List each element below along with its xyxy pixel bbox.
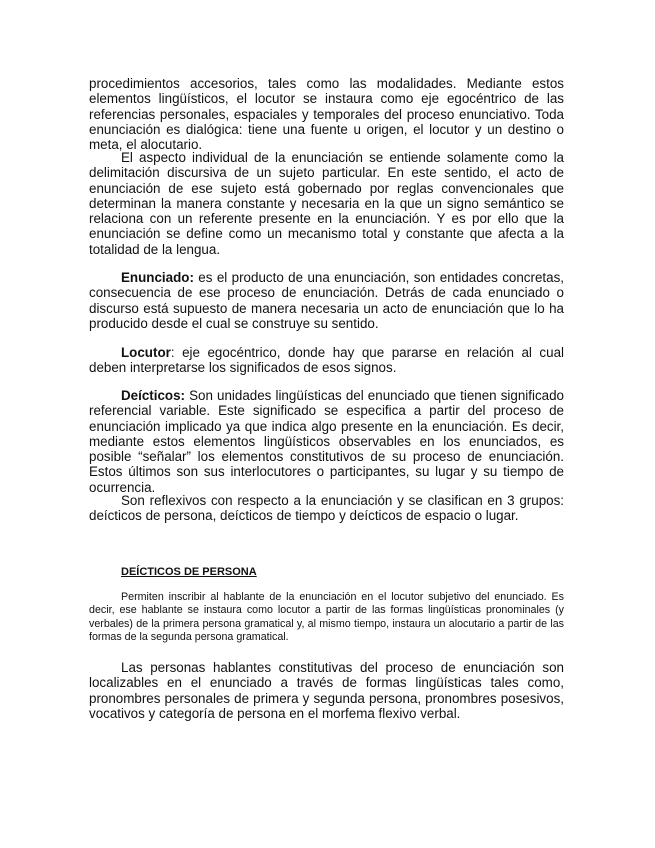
paragraph-text: procedimientos accesorios, tales como las modalidades. Mediante estos elementos lingüísticos, el locutor se instaura como eje egocéntrico de las referencias personales, espaciales y temporales del proceso enunciativo. Toda enunciación es dialógica: tiene una fuente u origen, el locutor y un destino o meta, el alocutario. <box>89 76 564 153</box>
term-deicticos: Deícticos: <box>121 388 185 403</box>
term-locutor: Locutor <box>121 345 171 360</box>
section-heading: DEÍCTICOS DE PERSONA <box>121 566 257 578</box>
paragraph-text: : eje egocéntrico, donde hay que pararse en relación al cual deben interpretarse los significados de esos signos. <box>89 345 564 376</box>
term-enunciado: Enunciado: <box>121 270 194 285</box>
paragraph-enunciado <box>89 270 564 331</box>
paragraph-text: es el producto de una enunciación, son entidades concretas, consecuencia de ese proceso de enunciación. Detrás de cada enunciado o discurso está supuesto de manera necesaria un acto de enunciación que lo ha producido desde el cual se construye su sentido. <box>89 270 564 331</box>
paragraph-text: Las personas hablantes constitutivas del proceso de enunciación son localizables en el enunciado a través de formas lingüísticas tales como, pronombres personales de primera y segunda persona, pronombres posesivos, vocativos y categoría de persona en el morfema flexivo verbal. <box>89 660 564 721</box>
paragraph-text: El aspecto individual de la enunciación se entiende solamente como la delimitación discursiva de un sujeto particular. En este sentido, el acto de enunciación de ese sujeto está gobernado por reglas convencionales que determinan la manera constante y necesaria en la que un signo semántico se relaciona con un referente presente en la enunciación. Y es por ello que la enunciación se define como un mecanismo total y constante que afecta a la totalidad de la lengua. <box>89 150 564 257</box>
paragraph-aspecto-individual <box>89 150 564 257</box>
paragraph-text: Permiten inscribir al hablante de la enunciación en el locutor subjetivo del enunciado. Es decir, ese hablante se instaura como locutor a partir de las formas lingüísticas pronominales (y verbales) de la primera persona gramatical y, al mismo tiempo, instaura un alocutario a partir de las formas de la segunda persona gramatical. <box>89 591 564 644</box>
paragraph-deicticos <box>89 388 564 495</box>
paragraph-text: Son unidades lingüísticas del enunciado que tienen significado referencial variable. Este significado se especifica a partir del proceso de enunciación implicado ya que indica algo presente en la enunciación. Es decir, mediante estos elementos lingüísticos observables en los enunciados, es posible “señalar” los elementos constitutivos de su proceso de enunciación. Estos últimos son sus interlocutores o participantes, su lugar y su tiempo de ocurrencia. <box>89 388 564 495</box>
paragraph-text: Son reflexivos con respecto a la enunciación y se clasifican en 3 grupos: deícticos de persona, deícticos de tiempo y deícticos de espacio o lugar. <box>89 493 564 524</box>
paragraph-reflexivos <box>89 493 564 524</box>
paragraph-modalidades <box>89 76 564 152</box>
paragraph-locutor <box>89 345 564 376</box>
paragraph-permiten-inscribir <box>89 591 564 645</box>
paragraph-personas-hablantes <box>89 660 564 721</box>
